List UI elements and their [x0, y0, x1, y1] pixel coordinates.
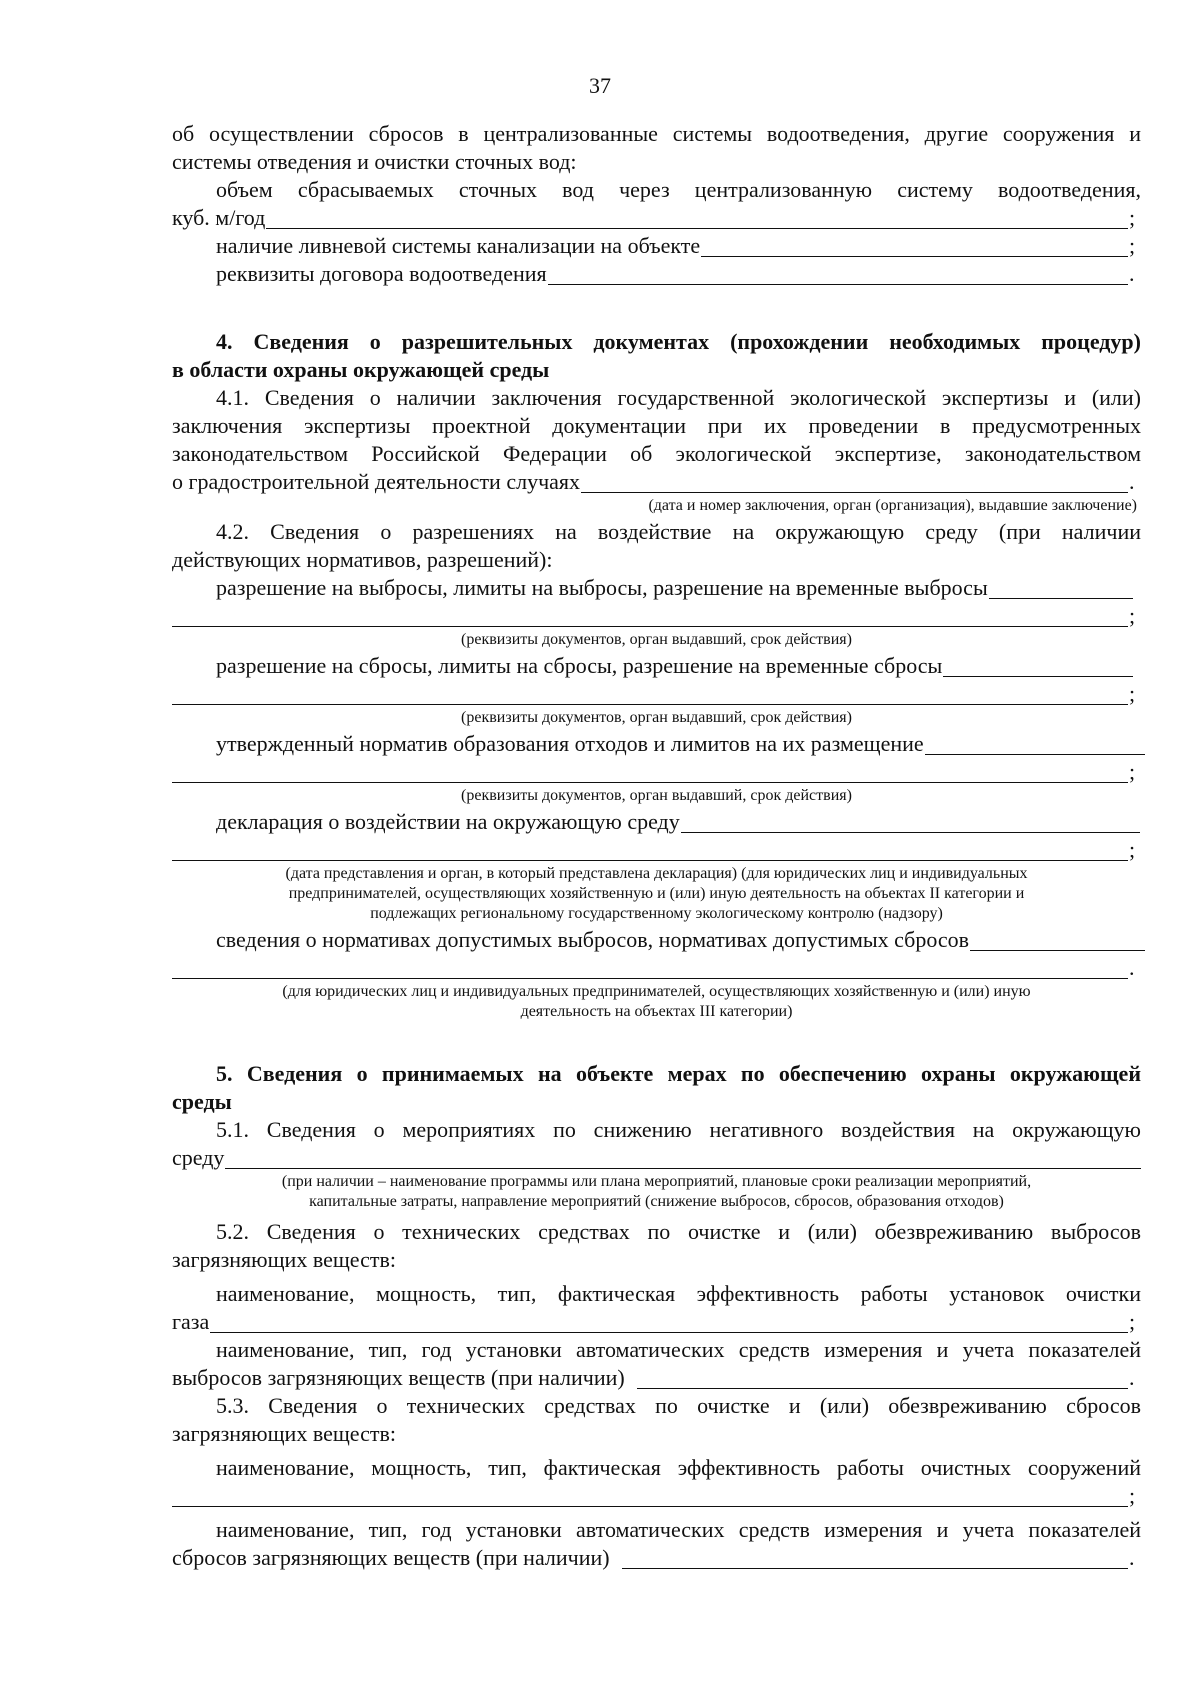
volume-input-line[interactable] [266, 207, 1128, 229]
discharges-input-line-1[interactable] [943, 655, 1133, 677]
punct-semicolon: ; [1129, 603, 1136, 628]
p52-line-1: 5.2. Сведения о технических средствах по очистке и (или) обезвреживанию выбросов [216, 1219, 1141, 1244]
waste-continuation-row [172, 758, 1141, 786]
storm-field-row [216, 232, 1141, 260]
p41-line-1: 4.1. Сведения о наличии заключения государственной экологической экспертизы и (или) [216, 385, 1141, 410]
punct-semicolon: ; [1129, 205, 1136, 230]
measures-hint-line-1: (при наличии – наименование программы или плана мероприятий, плановые сроки реализации мероприятий, [281, 1173, 1032, 1190]
auto-discharges-label-line-1: наименование, тип, год установки автоматических средств измерения и учета показателей [216, 1517, 1141, 1542]
gas-field-row [172, 1308, 1141, 1336]
emissions-field-row [216, 574, 1134, 602]
p51-field-row [172, 1144, 1141, 1172]
gas-label-line-2: газа [172, 1309, 210, 1334]
waste-input-line-1[interactable] [925, 733, 1145, 755]
expertise-hint: (дата и номер заключения, орган (организация), выдавшие заключение) [648, 497, 1137, 514]
punct-period: . [1129, 1545, 1135, 1570]
expertise-input-line[interactable] [581, 471, 1128, 493]
punct-semicolon: ; [1129, 1483, 1136, 1508]
p51-line-1: 5.1. Сведения о мероприятиях по снижению негативного воздействия на окружающую [216, 1117, 1141, 1142]
contract-input-line[interactable] [548, 263, 1128, 285]
emissions-continuation-row [172, 602, 1141, 630]
emissions-input-line-1[interactable] [989, 577, 1133, 599]
punct-period: . [1129, 469, 1135, 494]
norms-continuation-row [172, 954, 1141, 982]
auto-emissions-field-row [172, 1364, 1141, 1392]
p53-line-2: загрязняющих веществ: [172, 1421, 396, 1446]
discharges-hint: (реквизиты документов, орган выдавший, срок действия) [461, 709, 852, 726]
emissions-hint: (реквизиты документов, орган выдавший, срок действия) [461, 631, 852, 648]
auto-discharges-input-line[interactable] [622, 1547, 1128, 1569]
volume-field-row [172, 204, 1141, 232]
treatment-input-line[interactable] [172, 1485, 1128, 1507]
s3-intro-line-1: об осуществлении сбросов в централизованные системы водоотведения, другие сооружения и [172, 121, 1141, 146]
treatment-label: наименование, мощность, тип, фактическая эффективность работы очистных сооружений [216, 1455, 1141, 1480]
declaration-hint-line-2: предпринимателей, осуществляющих хозяйственную и (или) иную деятельность на объектах II категории и [288, 885, 1025, 902]
punct-semicolon: ; [1129, 759, 1136, 784]
discharges-label: разрешение на сбросы, лимиты на сбросы, разрешение на временные сбросы [216, 653, 943, 678]
p53-line-1: 5.3. Сведения о технических средствах по очистке и (или) обезвреживанию сбросов [216, 1393, 1141, 1418]
declaration-label: декларация о воздействии на окружающую среду [216, 809, 680, 834]
section-4-heading-line-2: в области охраны окружающей среды [172, 357, 550, 382]
punct-period: . [1129, 955, 1135, 980]
auto-discharges-label-line-2: сбросов загрязняющих веществ (при наличии) [172, 1545, 610, 1570]
storm-label: наличие ливневой системы канализации на объекте [216, 233, 701, 258]
norms-field-row [216, 926, 1146, 954]
punct-period: . [1129, 261, 1135, 286]
norms-hint-line-2: деятельность на объектах III категории) [520, 1003, 793, 1020]
discharges-input-line-2[interactable] [172, 683, 1128, 705]
section-5-heading-line-1: 5. Сведения о принимаемых на объекте мерах по обеспечению охраны окружающей [216, 1061, 1141, 1086]
volume-label-line-2: куб. м/год [172, 205, 266, 230]
punct-semicolon: ; [1129, 1309, 1136, 1334]
contract-label: реквизиты договора водоотведения [216, 261, 547, 286]
auto-emissions-label-line-1: наименование, тип, год установки автоматических средств измерения и учета показателей [216, 1337, 1141, 1362]
auto-emissions-input-line[interactable] [637, 1367, 1128, 1389]
declaration-hint-line-1: (дата представления и орган, в который представлена декларация) (для юридических лиц и индивидуальных [285, 865, 1028, 882]
discharges-continuation-row [172, 680, 1141, 708]
p42-line-1: 4.2. Сведения о разрешениях на воздействие на окружающую среду (при наличии [216, 519, 1141, 544]
auto-discharges-field-row [172, 1544, 1141, 1572]
norms-hint-line-1: (для юридических лиц и индивидуальных предпринимателей, осуществляющих хозяйственную и (или) иную [282, 983, 1031, 1000]
declaration-continuation-row [172, 836, 1141, 864]
waste-hint: (реквизиты документов, орган выдавший, срок действия) [461, 787, 852, 804]
p41-line-2: заключения экспертизы проектной документации при их проведении в предусмотренных [172, 413, 1141, 438]
p41-line-4: о градостроительной деятельности случаях [172, 469, 581, 494]
auto-emissions-label-line-2: выбросов загрязняющих веществ (при наличии) [172, 1365, 625, 1390]
declaration-field-row [216, 808, 1141, 836]
measures-input-line[interactable] [225, 1147, 1141, 1169]
p52-line-2: загрязняющих веществ: [172, 1247, 396, 1272]
waste-field-row [216, 730, 1146, 758]
declaration-hint-line-3: подлежащих региональному государственному экологическому контролю (надзору) [370, 905, 943, 922]
page-number: 37 [589, 73, 611, 98]
punct-semicolon: ; [1129, 837, 1136, 862]
section-5-heading-line-2: среды [172, 1089, 232, 1114]
treatment-continuation-row [172, 1482, 1141, 1510]
emissions-label: разрешение на выбросы, лимиты на выбросы, разрешение на временные выбросы [216, 575, 988, 600]
measures-hint-line-2: капитальные затраты, направление мероприятий (снижение выбросов, сбросов, образования отходов) [309, 1193, 1004, 1210]
discharges-field-row [216, 652, 1134, 680]
gas-input-line[interactable] [210, 1311, 1128, 1333]
declaration-input-line-2[interactable] [172, 839, 1128, 861]
storm-input-line[interactable] [701, 235, 1128, 257]
p41-field-row [172, 468, 1141, 496]
p41-line-3: законодательством Российской Федерации об экологической экспертизе, законодательством [172, 441, 1141, 466]
norms-input-line-2[interactable] [172, 957, 1128, 979]
punct-period: . [1129, 1365, 1135, 1390]
s3-intro-line-2: системы отведения и очистки сточных вод: [172, 149, 577, 174]
declaration-input-line-1[interactable] [681, 811, 1140, 833]
volume-label-line-1: объем сбрасываемых сточных вод через централизованную систему водоотведения, [216, 177, 1141, 202]
punct-semicolon: ; [1129, 233, 1136, 258]
section-4-heading-line-1: 4. Сведения о разрешительных документах (прохождении необходимых процедур) [216, 329, 1141, 354]
gas-label-line-1: наименование, мощность, тип, фактическая эффективность работы установок очистки [216, 1281, 1141, 1306]
waste-input-line-2[interactable] [172, 761, 1128, 783]
contract-field-row [216, 260, 1141, 288]
punct-semicolon: ; [1129, 681, 1136, 706]
p42-line-2: действующих нормативов, разрешений): [172, 547, 553, 572]
waste-label: утвержденный норматив образования отходов и лимитов на их размещение [216, 731, 924, 756]
norms-label: сведения о нормативах допустимых выбросов, нормативах допустимых сбросов [216, 927, 970, 952]
p51-line-2: среду [172, 1145, 225, 1170]
emissions-input-line-2[interactable] [172, 605, 1128, 627]
norms-input-line-1[interactable] [970, 929, 1145, 951]
